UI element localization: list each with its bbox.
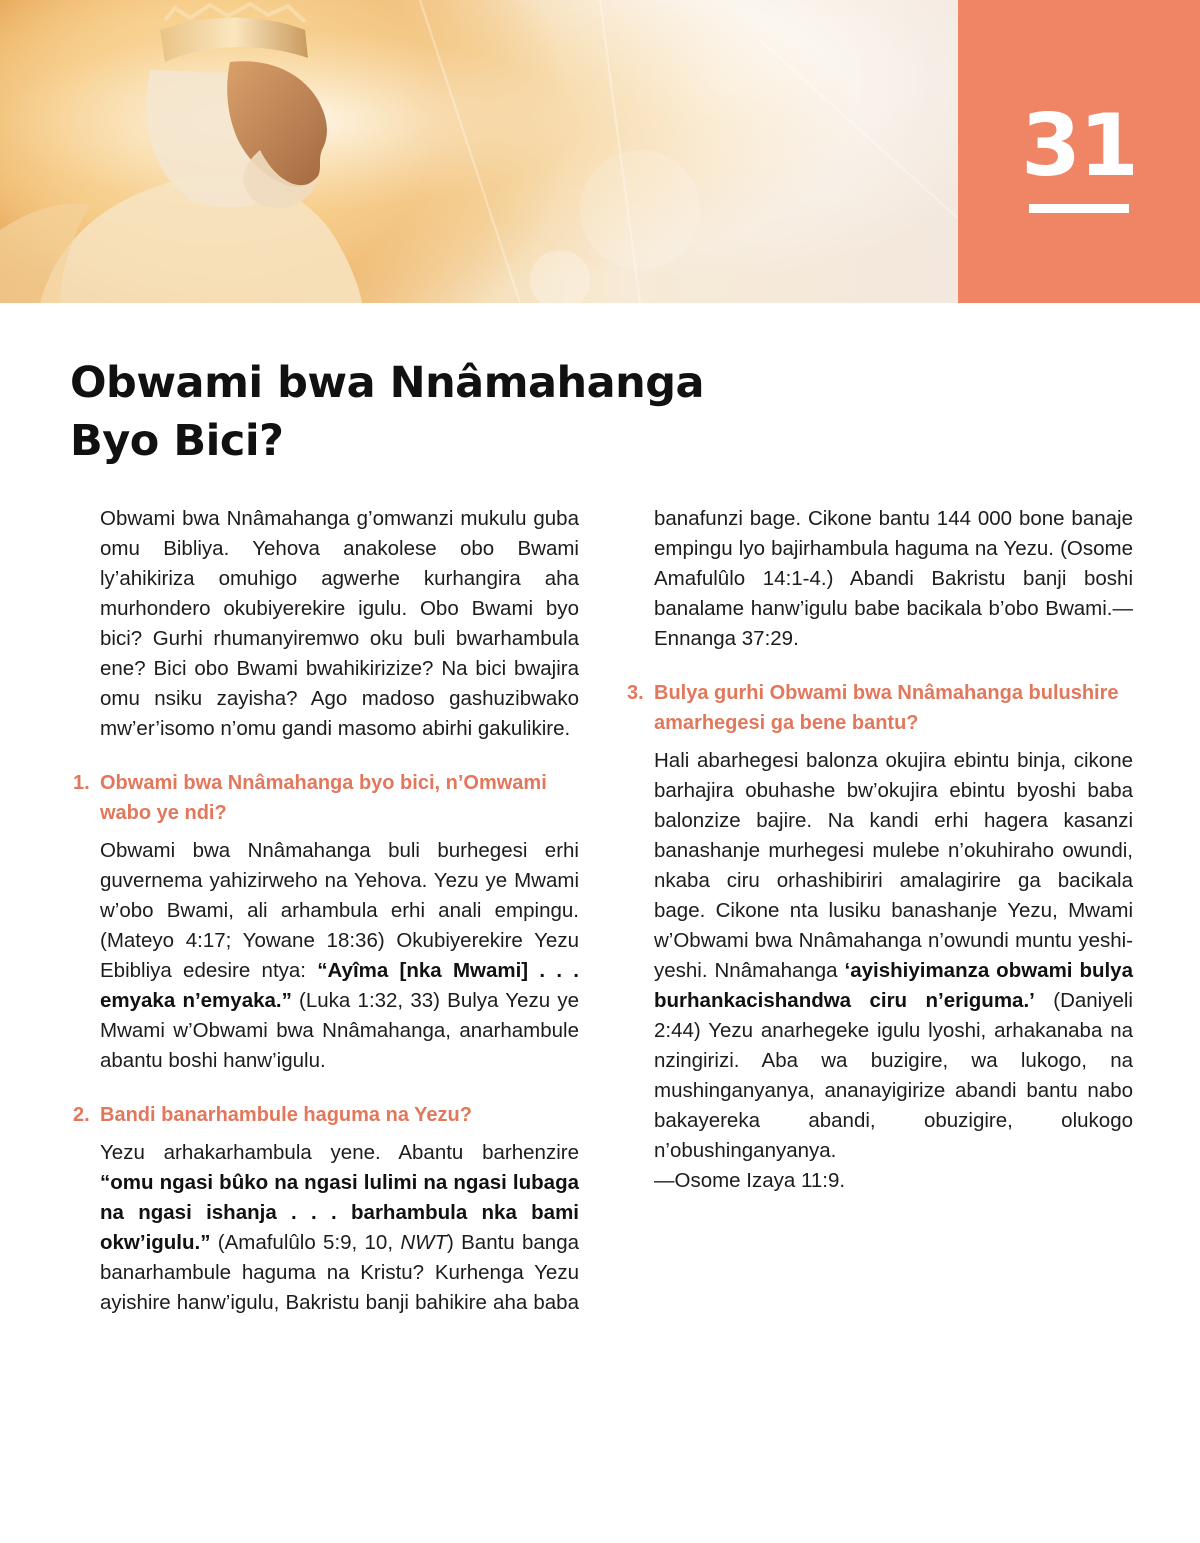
- answer-3-paragraph: [654, 746, 1133, 1196]
- answer-1-paragraph: [100, 836, 579, 1076]
- article-body: [70, 504, 1133, 1344]
- question-text: Bandi banarhambule haguma na Yezu?: [100, 1104, 472, 1126]
- question-text: Bulya gurhi Obwami bwa Nnâmahanga bulushire amarhegesi ga bene bantu?: [654, 682, 1119, 734]
- question-3: [624, 678, 1133, 738]
- answer-text: (Daniyeli 2:44) Yezu anarhegeke igulu lyoshi, arhakanaba na nzingirizi. Aba wa buzigire, wa lukogo, na mushinganyanya, ananayigirize abandi bantu nabo bakayereka abandi, obuzigire, olukogo n’obushinganyanya.: [654, 989, 1133, 1162]
- hero-image: [0, 0, 958, 303]
- question-number: 3.: [627, 682, 644, 704]
- chapter-underline: [1029, 204, 1129, 213]
- chapter-number: 31: [1021, 96, 1137, 196]
- answer-text: (Luka 1:32, 33) Bulya Yezu ye Mwami w’Obwami bwa Nnâmahanga, anarhambule abantu boshi hanw’igulu.: [100, 989, 579, 1072]
- answer-text: Yezu arhakarhambula yene. Abantu barhenzire: [100, 1141, 579, 1164]
- page-title: [70, 354, 830, 470]
- answer-text: Obwami bwa Nnâmahanga buli burhegesi erhi guvernema yahizirweho na Yehova. Yezu ye Mwami w’obo Bwami, ali arhambula erhi anali empingu. (Mateyo 4:17; Yowane 18:36) Okubiyerekire Yezu Ebibliya edesire ntya:: [100, 839, 579, 982]
- scripture-reference: —Osome Izaya 11:9.: [654, 1169, 846, 1192]
- translation-abbrev: NWT: [400, 1231, 448, 1254]
- answer-text: Hali abarhegesi balonza okujira ebintu binja, cikone barhajira obuhashe bw’okujira ebintu byoshi baba balonzize bajire. Na kandi erhi hagera kasanzi banashanje murhegesi mulebe n’okuhiraho owundi, nkaba ciru orhashibiriri amalagirire ga bacikala bage. Cikone nta lusiku banashanje Yezu, Mwami w’Obwami bwa Nnâmahanga n’owundi muntu yeshi-yeshi. Nnâmahanga: [654, 749, 1133, 982]
- question-1: [70, 768, 579, 828]
- question-2: [70, 1100, 579, 1130]
- bible-quote: “Ayîma [nka Mwami] . . . emyaka n’emyaka.”: [100, 959, 579, 1012]
- question-number: 1.: [73, 772, 90, 794]
- question-text: Obwami bwa Nnâmahanga byo bici, n’Omwami wabo ye ndi?: [100, 772, 547, 824]
- answer-text: ) Bantu banga banarhambule haguma na Kristu? Kurhenga Yezu ayishire hanw’igulu, Bakristu banji bahikire aha baba banafunzi bage. Cikone bantu 144 000 bone banaje empingu lyo bajirhambula haguma na Yezu. (Osome Amafulûlo 14:1-4.) Abandi Bakristu banji boshi banalame hanw’igulu babe bacikala b’obo Bwami.—Ennanga 37:29.: [100, 507, 1133, 1314]
- question-number: 2.: [73, 1104, 90, 1126]
- intro-paragraph: Obwami bwa Nnâmahanga g’omwanzi mukulu guba omu Bibliya. Yehova anakolese obo Bwami ly’ahikiriza omuhigo agwerhe kurhangira aha murhondero okubiyerekire igulu. Obo Bwami byo bici? Gurhi rhumanyiremwo oku buli bwarhambula ene? Bici obo Bwami bwahikirizize? Na bici bwajira omu nsiku zayisha? Ago madoso gashuzibwako mw’er’isomo n’omu gandi masomo abirhi gakulikire.: [100, 507, 579, 740]
- title-line-1: Obwami bwa Nnâmahanga: [70, 358, 705, 408]
- bible-quote: “omu ngasi bûko na ngasi lulimi na ngasi lubaga na ngasi ishanja . . . barhambula nka bami okw’igulu.”: [100, 1171, 579, 1254]
- chapter-badge: [958, 0, 1200, 303]
- title-line-2: Byo Bici?: [70, 416, 284, 466]
- bible-quote: ‘ayishiyimanza obwami bulya burhankacishandwa ciru n’eriguma.’: [654, 959, 1133, 1012]
- answer-text: (Amafulûlo 5:9, 10,: [210, 1231, 401, 1254]
- king-illustration: [0, 0, 958, 303]
